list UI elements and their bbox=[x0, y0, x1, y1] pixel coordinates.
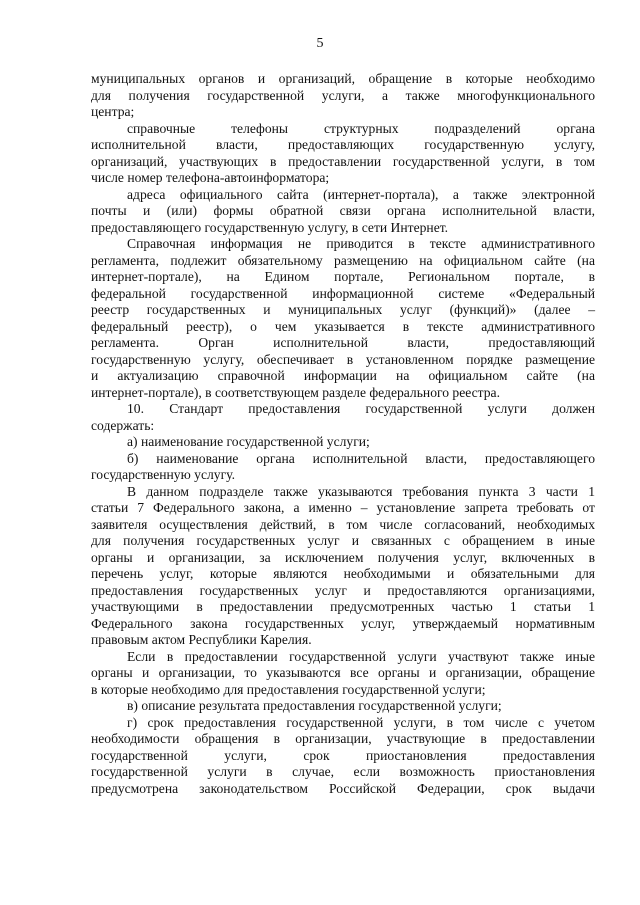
text-line: предоставления государственных услуг и предоставляются организациями, bbox=[91, 582, 595, 598]
text-line: в которые необходимо для предоставления государственной услуги; bbox=[91, 681, 486, 697]
text-line: для получения государственной услуги, а также многофункционального bbox=[91, 87, 595, 103]
text-line: заявителя осуществления действий, в том числе согласований, необходимых bbox=[91, 516, 595, 532]
text-line: статьи 7 Федерального закона, а именно – установление запрета требовать от bbox=[91, 500, 595, 515]
text-line: государственную услугу, обеспечивает в установленном порядке размещение bbox=[91, 351, 595, 367]
text-line: предоставляющего государственную услугу, в сети Интернет. bbox=[91, 219, 449, 235]
text-line: необходимости обращения в организации, участвующие в предоставлении bbox=[91, 731, 595, 746]
text-line: исполнительной власти, предоставляющих государственную услугу, bbox=[91, 137, 595, 152]
text-line: адреса официального сайта (интернет-портала), а также электронной bbox=[127, 186, 595, 202]
text-line: государственную услугу. bbox=[91, 467, 235, 482]
text-line: Справочная информация не приводится в тексте административного bbox=[127, 236, 595, 251]
text-line: г) срок предоставления государственной услуги, в том числе с учетом bbox=[127, 714, 595, 730]
text-line: организаций, участвующих в предоставлении государственной услуги, в том bbox=[91, 153, 595, 169]
text-line: федеральный реестр), о чем указывается в тексте административного bbox=[91, 318, 595, 334]
text-line: справочные телефоны структурных подразделений органа bbox=[127, 120, 595, 136]
text-line: В данном подразделе также указываются требования пункта 3 части 1 bbox=[127, 483, 595, 499]
text-line: почты и (или) формы обратной связи органа исполнительной власти, bbox=[91, 203, 595, 218]
text-line: регламента. Орган исполнительной власти, предоставляющий bbox=[91, 335, 595, 350]
text-line: регламента, подлежит обязательному размещению на официальном сайте (на bbox=[91, 252, 595, 268]
text-line: интернет-портале), в соответствующем разделе федерального реестра. bbox=[91, 384, 500, 400]
text-line: перечень услуг, которые являются необходимыми и обязательными для bbox=[91, 566, 595, 581]
text-line: участвующими в предоставлении предусмотренных частью 1 статьи 1 bbox=[91, 599, 595, 614]
text-line: муниципальных органов и организаций, обращение в которые необходимо bbox=[91, 71, 595, 86]
text-line: федеральной государственной информационной системе «Федеральный bbox=[91, 285, 595, 301]
text-line: 10. Стандарт предоставления государственной услуги должен bbox=[127, 401, 595, 416]
text-line: содержать: bbox=[91, 417, 155, 433]
text-line: органы и организации, то указываются все органы и организации, обращение bbox=[91, 665, 595, 680]
text-line: реестр государственных и муниципальных услуг (функций)» (далее – bbox=[91, 302, 595, 317]
text-line: и актуализацию справочной информации на официальном сайте (на bbox=[91, 368, 595, 383]
text-line: Если в предоставлении государственной услуги участвуют также иные bbox=[127, 648, 595, 664]
text-line: предусмотрена законодательством Российской Федерации, срок выдачи bbox=[91, 780, 595, 796]
text-line: для получения государственных услуг и связанных с обращением в иные bbox=[91, 533, 595, 548]
page-number: 5 bbox=[316, 36, 324, 51]
text-line: государственной услуги в случае, если возможность приостановления bbox=[91, 764, 595, 779]
text-line: государственной услуги, срок приостановления предоставления bbox=[91, 747, 595, 763]
document-body bbox=[91, 71, 595, 797]
text-line: Федерального закона государственных услуг, утверждаемый нормативным bbox=[91, 615, 595, 631]
text-line: б) наименование органа исполнительной власти, предоставляющего bbox=[127, 450, 595, 466]
text-line: числе номер телефона-автоинформатора; bbox=[91, 170, 330, 185]
text-line: а) наименование государственной услуги; bbox=[127, 434, 370, 449]
text-line: органы и организации, за исключением получения услуг, включенных в bbox=[91, 549, 595, 565]
text-line: правовым актом Республики Карелия. bbox=[91, 632, 312, 647]
text-line: центра; bbox=[91, 104, 135, 119]
text-line: в) описание результата предоставления государственной услуги; bbox=[127, 698, 502, 713]
text-line: интернет-портале), на Едином портале, Региональном портале, в bbox=[91, 269, 595, 284]
